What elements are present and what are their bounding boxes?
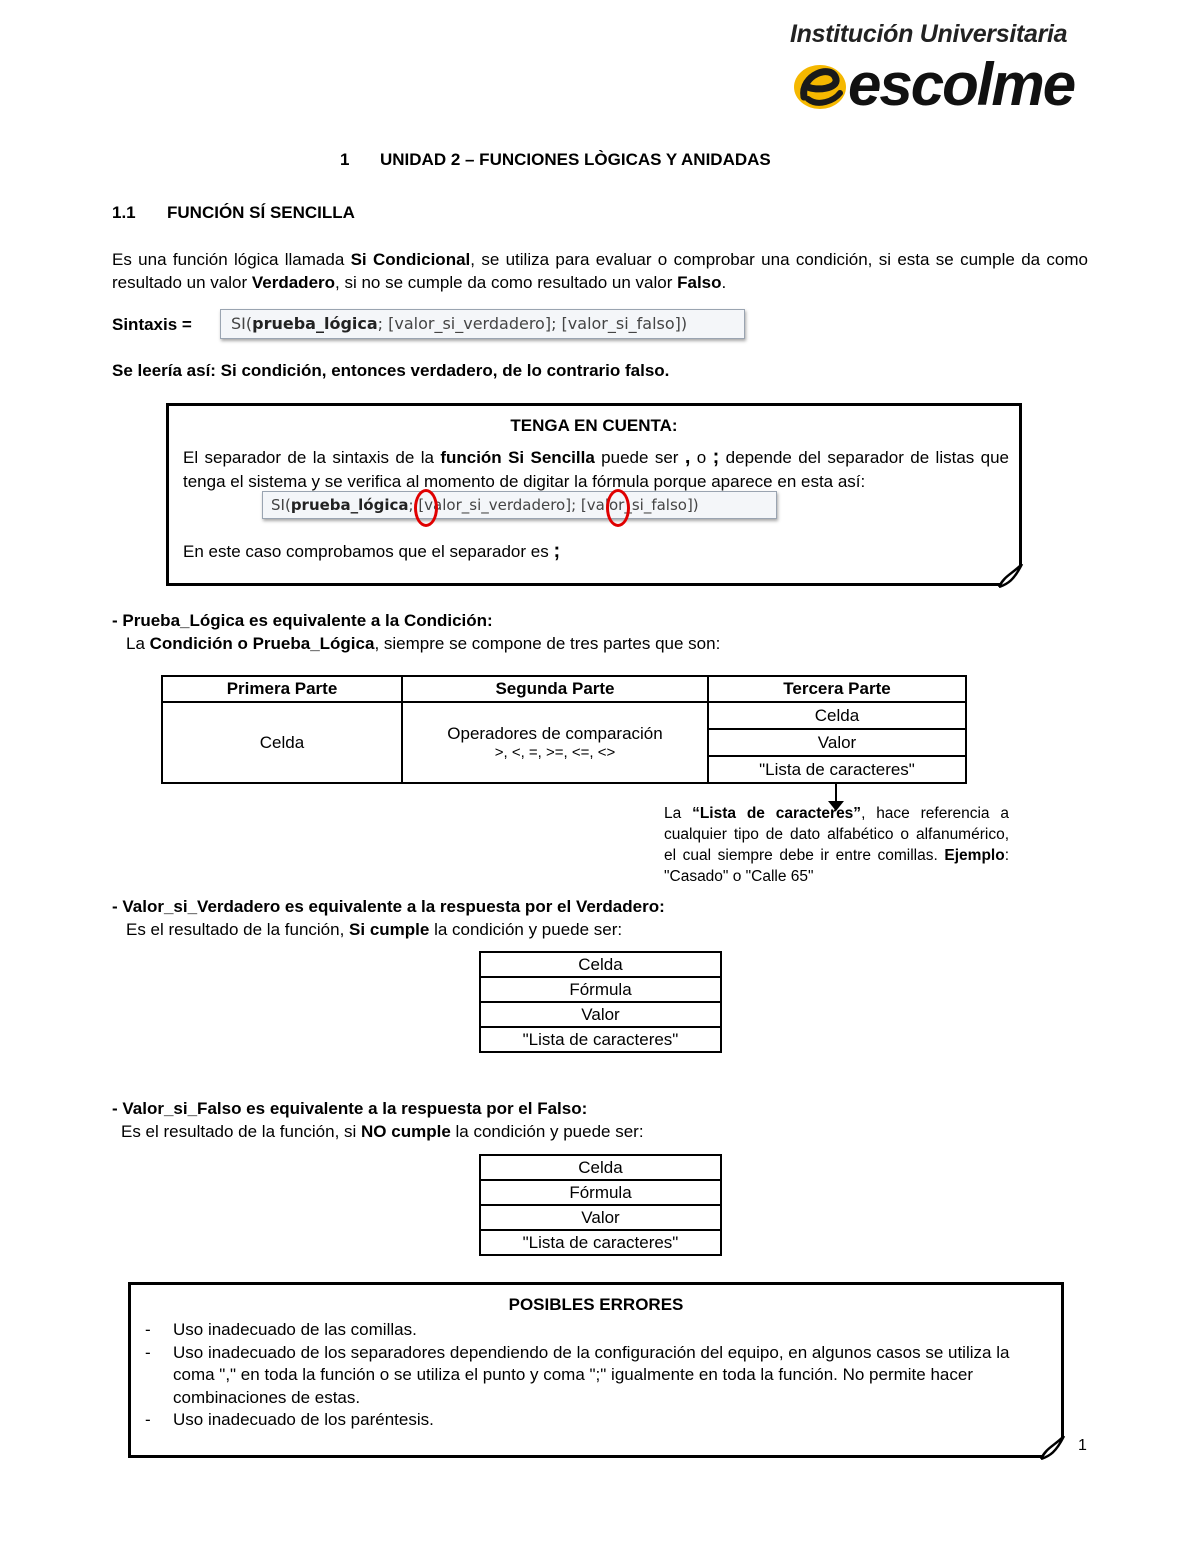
verdadero-section [112, 895, 665, 941]
table-header-row [162, 676, 966, 702]
verdadero-title: Valor_si_Verdadero es equivalente a la respuesta por el Verdadero: [122, 897, 665, 916]
prueba-logica-section [112, 609, 720, 655]
tercera-item: Celda [709, 703, 965, 729]
lista-caracteres-note [664, 803, 1009, 887]
table-row: "Lista de caracteres" [480, 1230, 721, 1255]
note-separator-semicolon: ; [712, 446, 720, 468]
verdadero-bold: Si cumple [349, 920, 430, 939]
note-title: TENGA EN CUENTA: [510, 416, 678, 435]
note-separator-comma: , [684, 446, 691, 468]
tercera-item: Valor [709, 729, 965, 756]
verdadero-table [479, 951, 722, 1053]
errors-list [145, 1319, 1045, 1432]
falso-text-1: Es el resultado de la función, si [121, 1122, 362, 1141]
falso-section [112, 1097, 644, 1143]
page-number: 1 [1078, 1437, 1087, 1454]
table-row: Valor [480, 1205, 721, 1230]
bullet-dash: - [112, 611, 123, 630]
errors-title: POSIBLES ERRORES [508, 1295, 684, 1314]
table-row: Fórmula [480, 977, 721, 1002]
intro-bold-3: Falso [677, 273, 722, 292]
heading-text: UNIDAD 2 – FUNCIONES LÒGICAS Y ANIDADAS [380, 150, 771, 169]
note-cut-separator: ; [553, 540, 561, 562]
formula-arg-bold: prueba_lógica [252, 314, 378, 333]
section-heading [112, 203, 355, 223]
page-curl-icon [1040, 1432, 1066, 1460]
operators-list: >, <, =, >=, <=, <> [494, 744, 616, 761]
tercera-item: "Lista de caracteres" [759, 759, 915, 779]
prueba-text-1: La [126, 634, 150, 653]
syntax-formula-box [220, 309, 745, 339]
note-formula-rest: ; [valor_si_verdadero]; [valor_si_falso]) [408, 496, 699, 514]
cell-segunda [402, 702, 708, 783]
logo-institution-line: Institución Universitaria [790, 20, 1068, 48]
section-number: 1.1 [112, 203, 136, 222]
header-primera: Primera Parte [162, 676, 402, 702]
list-item [145, 1319, 1045, 1342]
bullet-dash: - [112, 897, 123, 916]
page-curl-icon [998, 560, 1024, 588]
error-text: Uso inadecuado de los paréntesis. [173, 1410, 434, 1429]
cell-primera: Celda [162, 702, 402, 783]
error-text: Uso inadecuado de las comillas. [173, 1320, 417, 1339]
cell-tercera [708, 702, 966, 783]
verdadero-title-line [112, 895, 665, 918]
verdadero-desc [112, 918, 665, 941]
note-text-3: o [690, 448, 713, 467]
note-formula-arg-bold: prueba_lógica [290, 496, 409, 514]
prueba-bold: Condición o Prueba_Lógica [149, 634, 375, 653]
table-row: Celda [480, 1155, 721, 1180]
note-cut-text: En este caso comprobamos que el separador es [183, 542, 554, 561]
lista-text-3: : "Casado" o "Calle 65" [664, 847, 1009, 885]
highlight-oval-2 [606, 489, 630, 527]
section-text: FUNCIÓN SÍ SENCILLA [167, 203, 355, 222]
prueba-text-2: , siempre se compone de tres partes que son: [374, 634, 721, 653]
lista-bold-2: Ejemplo [944, 847, 1005, 864]
posibles-errores-box [128, 1282, 1064, 1458]
syntax-label: Sintaxis = [112, 315, 192, 334]
heading-number: 1 [340, 150, 350, 169]
falso-table [479, 1154, 722, 1256]
list-item [145, 1342, 1045, 1410]
prueba-desc [112, 632, 720, 655]
bullet-dash: - [145, 1410, 151, 1429]
highlight-oval-1 [414, 489, 438, 527]
bullet-dash: - [145, 1342, 151, 1362]
lista-text-1: La [664, 805, 693, 822]
falso-title: Valor_si_Falso es equivalente a la respuesta por el Falso: [122, 1099, 588, 1118]
falso-desc [112, 1120, 644, 1143]
reading-sentence: Se leería así: Si condición, entonces verdadero, de lo contrario falso. [112, 361, 670, 380]
falso-title-line [112, 1097, 644, 1120]
logo-escolme-wordmark: escolme [848, 51, 1075, 118]
falso-text-2: la condición y puede ser: [450, 1122, 644, 1141]
formula-rest: ; [valor_si_verdadero]; [valor_si_falso]) [377, 314, 688, 333]
lista-text-2: , hace referencia a cualquier tipo de dato alfabético o alfanumérico, el cual siempre debe ir entre comillas. [664, 805, 1009, 864]
intro-text-1: Es una función lógica llamada [112, 250, 351, 269]
intro-text-4: . [721, 273, 727, 292]
note-text-4: depende del separador de listas que tenga el sistema y se verifica al momento de digitar la fórmula porque aparece en esta así: [183, 448, 1010, 491]
intro-text-2: , se utiliza para evaluar o comprobar una condición, si esta se cumple da como resultado un valor [112, 250, 1088, 292]
note-text-1: El separador de la sintaxis de la [183, 448, 441, 467]
table-row: Celda [480, 952, 721, 977]
note-text [183, 445, 1009, 494]
intro-bold-1: Si Condicional [350, 250, 471, 269]
table-row [162, 702, 966, 783]
prueba-title: Prueba_Lógica es equivalente a la Condición: [122, 611, 493, 630]
tercera-inner-table [709, 703, 965, 782]
falso-bold: NO cumple [361, 1122, 451, 1141]
bullet-dash: - [112, 1099, 123, 1118]
lista-bold-1: “Lista de caracteres” [692, 805, 862, 822]
header-segunda: Segunda Parte [402, 676, 708, 702]
note-cut-line [183, 539, 560, 564]
parts-table [161, 675, 967, 784]
intro-text-3: , si no se cumple da como resultado un valor [335, 273, 678, 292]
table-row: Valor [480, 1002, 721, 1027]
verdadero-text-1: Es el resultado de la función, [126, 920, 350, 939]
error-text: Uso inadecuado de los separadores dependiendo de la configuración del equipo, en algunos casos se utiliza la coma "," en toda la función o se utiliza el punto y coma ";" igualmente en toda la función. No permite hacer combinaciones de estas. [173, 1342, 1010, 1407]
escolme-logo-mark [790, 55, 850, 115]
verdadero-text-2: la condición y puede ser: [429, 920, 623, 939]
note-formula-box [262, 491, 777, 519]
formula-fn: SI( [231, 314, 253, 333]
table-row: "Lista de caracteres" [480, 1027, 721, 1052]
table-row: Fórmula [480, 1180, 721, 1205]
header-tercera: Tercera Parte [708, 676, 966, 702]
note-formula-fn: SI( [271, 496, 291, 514]
bullet-dash: - [145, 1320, 151, 1339]
list-item [145, 1409, 1045, 1432]
note-bold-1: función Si Sencilla [440, 448, 595, 467]
operators-label: Operadores de comparación [447, 724, 663, 743]
intro-bold-2: Verdadero [251, 273, 336, 292]
intro-paragraph [112, 248, 1088, 294]
prueba-title-line [112, 609, 720, 632]
unit-heading [340, 150, 771, 170]
note-text-2: puede ser [594, 448, 685, 467]
